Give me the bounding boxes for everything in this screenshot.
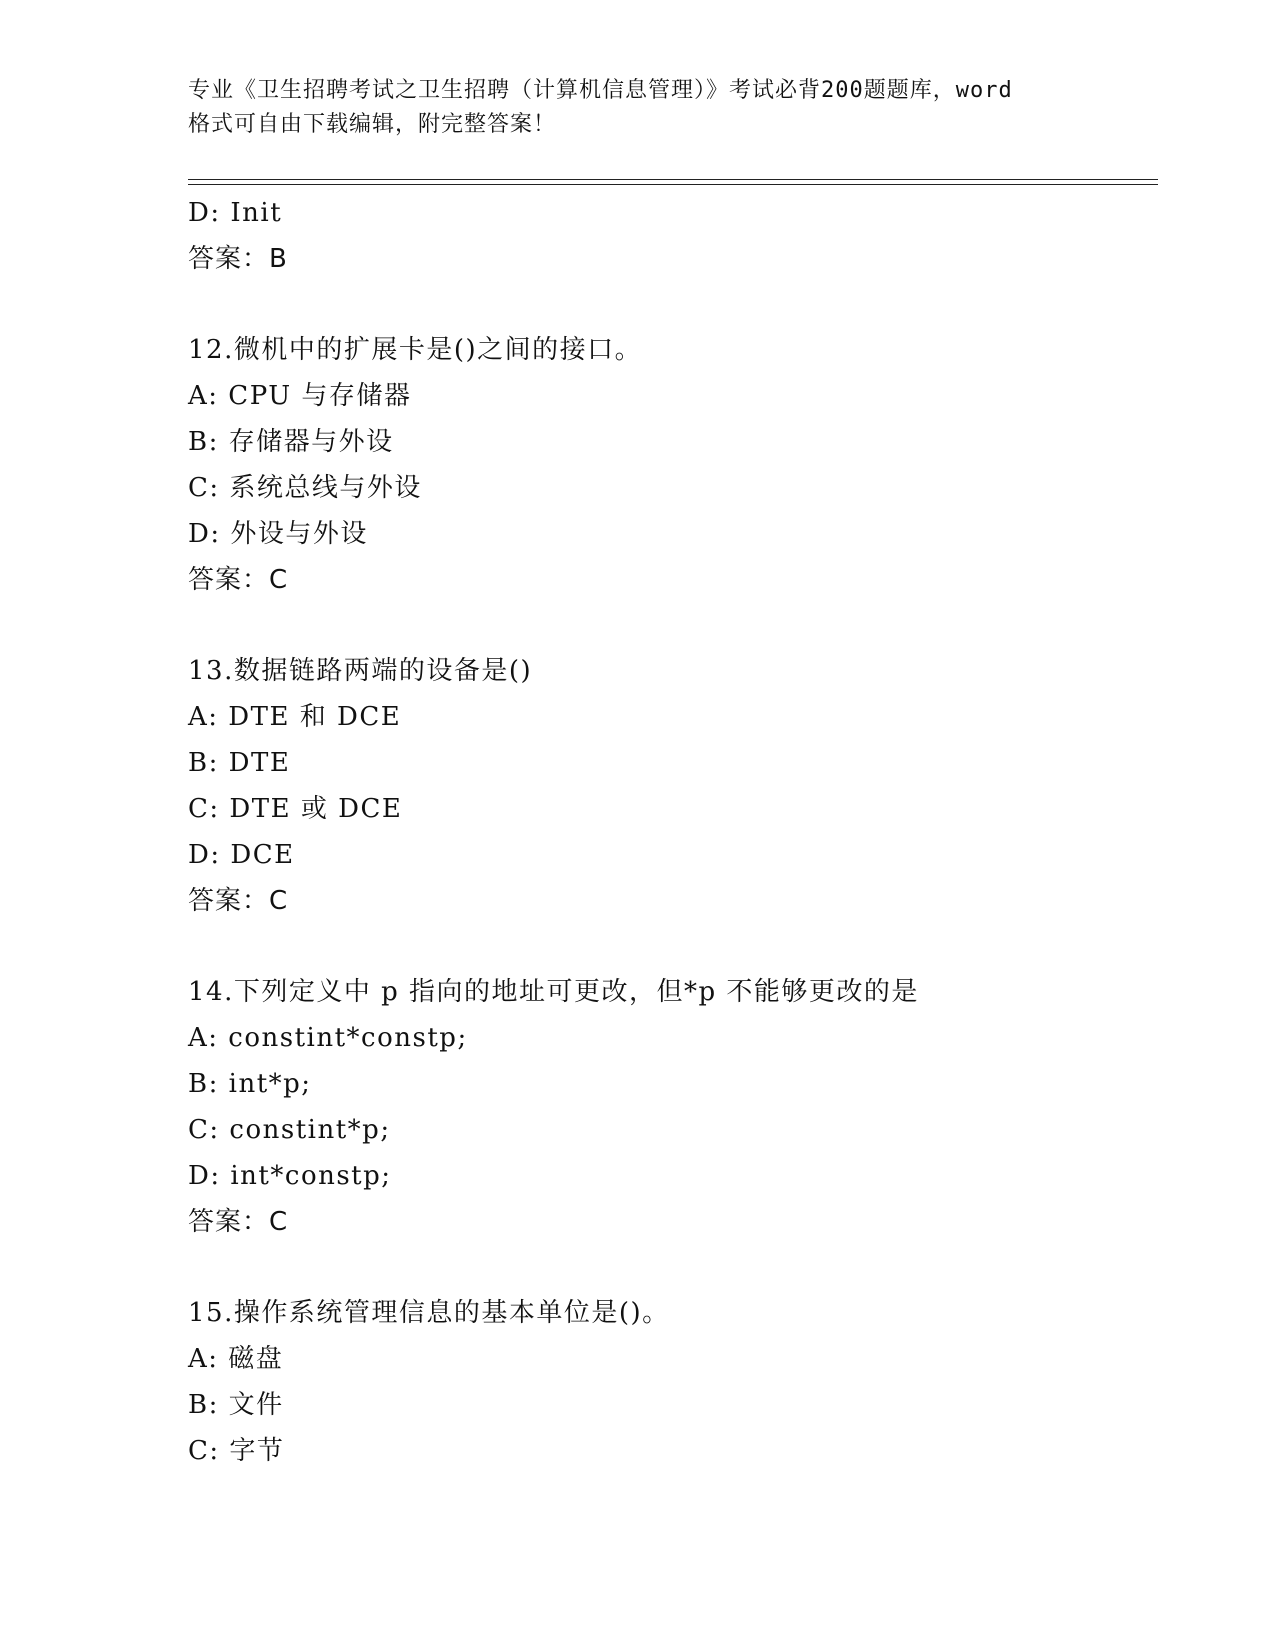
header-divider-top <box>188 179 1158 180</box>
header-divider-bottom <box>188 184 1158 185</box>
question-13 <box>188 648 1158 924</box>
question-stem: 14.下列定义中 p 指向的地址可更改，但*p 不能够更改的是 <box>188 977 919 1007</box>
spacer <box>188 924 1158 969</box>
question-15 <box>188 1290 1158 1474</box>
question-14 <box>188 969 1158 1245</box>
document-header <box>188 74 1088 142</box>
option-c: C: DTE 或 DCE <box>188 794 403 824</box>
header-line-1: 专业《卫生招聘考试之卫生招聘（计算机信息管理）》考试必背200题题库，word <box>188 78 1013 103</box>
option-c: C: constint*p; <box>188 1115 391 1145</box>
option-a: A: CPU 与存储器 <box>188 381 412 411</box>
answer-line: 答案：C <box>188 1207 289 1237</box>
spacer <box>188 1245 1158 1290</box>
question-12 <box>188 327 1158 603</box>
option-d: D: 外设与外设 <box>188 519 368 549</box>
answer-line: 答案：C <box>188 886 289 916</box>
question-stem: 12.微机中的扩展卡是()之间的接口。 <box>188 335 643 365</box>
option-d: D: DCE <box>188 840 295 870</box>
question-stem: 15.操作系统管理信息的基本单位是()。 <box>188 1298 670 1328</box>
option-b: B: 存储器与外设 <box>188 427 394 457</box>
option-b: B: DTE <box>188 748 291 778</box>
option-d: D: int*constp; <box>188 1161 392 1191</box>
spacer <box>188 603 1158 648</box>
previous-question-tail <box>188 190 1158 282</box>
question-content <box>188 190 1158 1474</box>
answer-line: 答案：B <box>188 244 288 274</box>
question-stem: 13.数据链路两端的设备是() <box>188 656 533 686</box>
option-a: A: 磁盘 <box>188 1344 284 1374</box>
header-line-2: 格式可自由下载编辑，附完整答案！ <box>188 112 557 137</box>
option-c: C: 系统总线与外设 <box>188 473 422 503</box>
option-c: C: 字节 <box>188 1436 285 1466</box>
option-b: B: 文件 <box>188 1390 284 1420</box>
spacer <box>188 282 1158 327</box>
option-a: A: DTE 和 DCE <box>188 702 402 732</box>
option-b: B: int*p; <box>188 1069 312 1099</box>
option-a: A: constint*constp; <box>188 1023 468 1053</box>
option-d: D: Init <box>188 198 283 228</box>
answer-line: 答案：C <box>188 565 289 595</box>
